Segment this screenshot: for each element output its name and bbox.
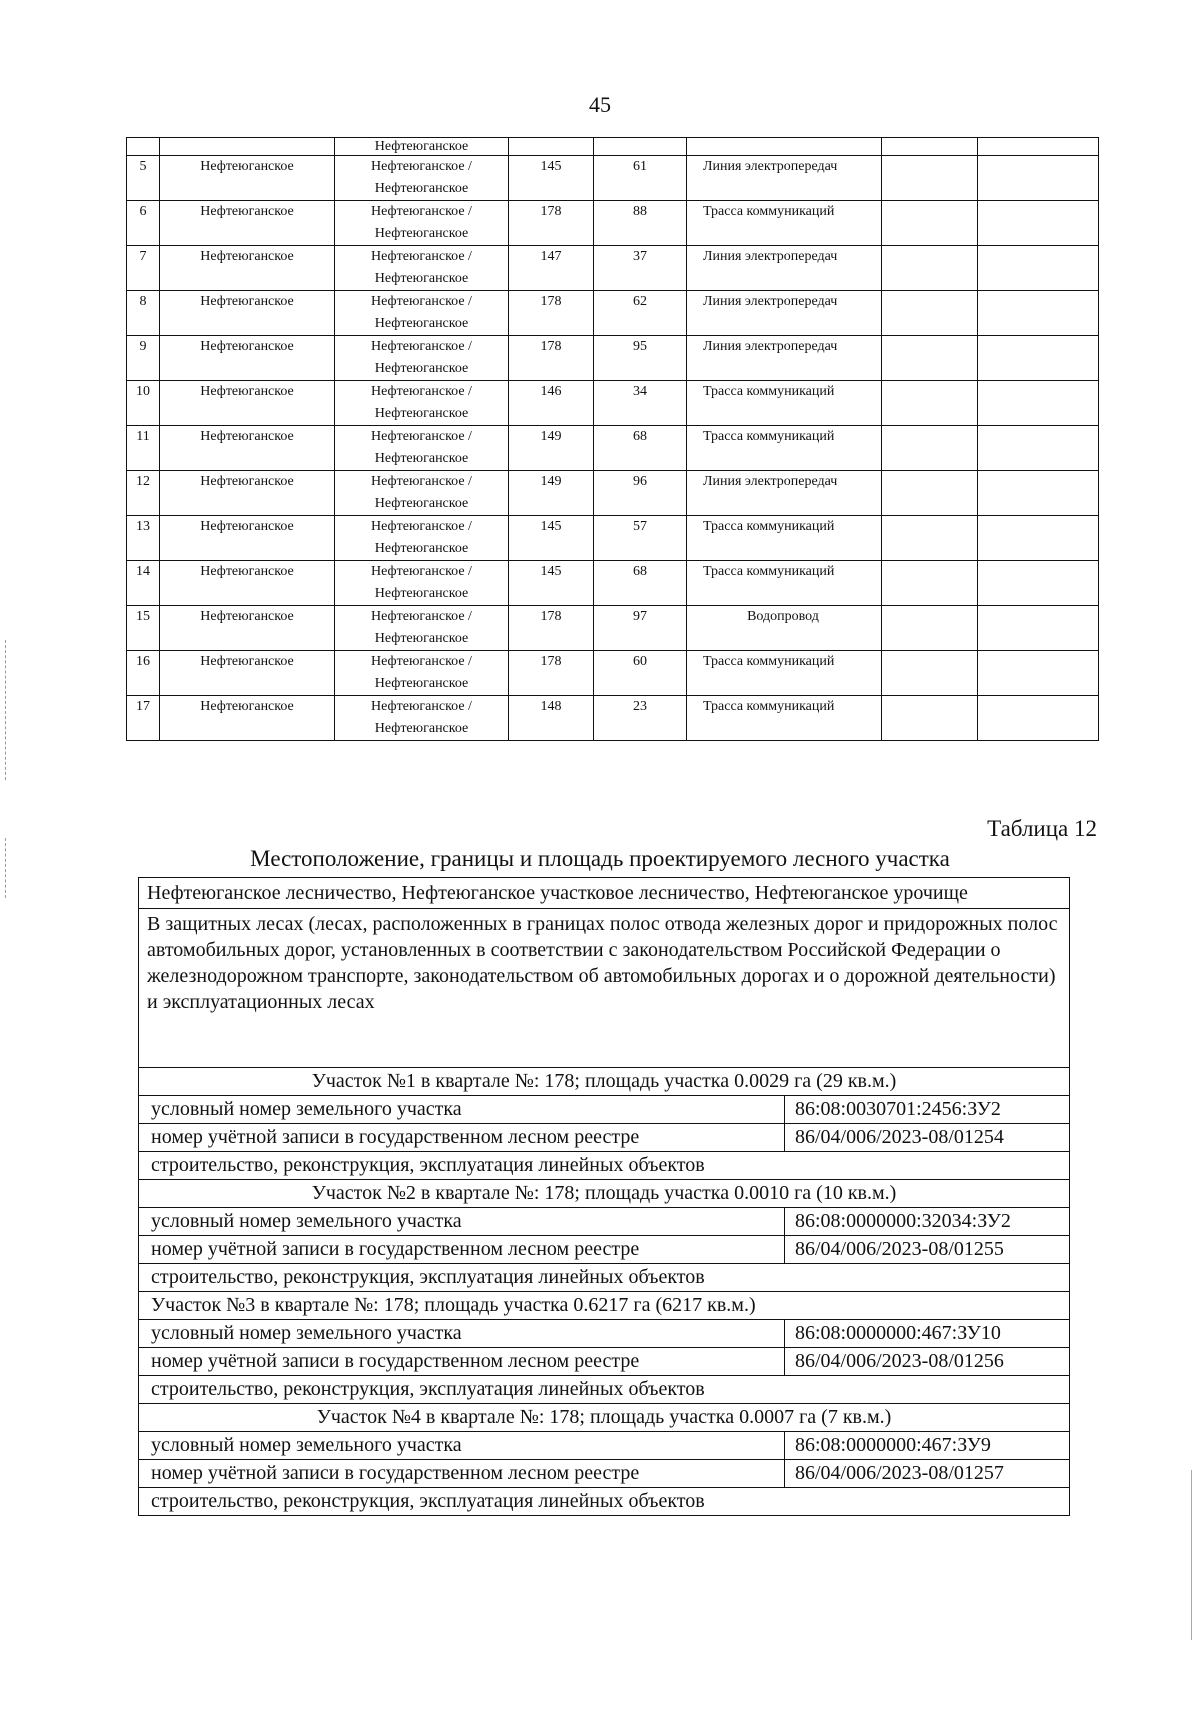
- registry-record-value: 86/04/006/2023-08/01255: [795, 1238, 1004, 1260]
- district-line: Нефтеюганское: [374, 361, 469, 376]
- row-number-cell: 9: [127, 336, 160, 381]
- table-row: [127, 156, 1099, 201]
- registry-record-value: 86/04/006/2023-08/01257: [795, 1462, 1004, 1484]
- registry-record-row: [139, 1460, 1069, 1488]
- quarter-cell: 149: [509, 426, 594, 471]
- table-label: Таблица 12: [987, 816, 1097, 841]
- purpose-cell: Трасса коммуникаций: [687, 426, 882, 471]
- quarter-cell: 178: [509, 651, 594, 696]
- row-number-cell: 5: [127, 156, 160, 201]
- plot-cell: 88: [594, 201, 687, 246]
- table-row: [127, 696, 1099, 741]
- cadastral-number-row: [139, 1096, 1069, 1124]
- cadastral-number-row: [139, 1320, 1069, 1348]
- registry-record-row: [139, 1236, 1069, 1264]
- quarter-cell: 178: [509, 336, 594, 381]
- district-line: Нефтеюганское: [374, 181, 469, 196]
- forestry-cell: Нефтеюганское: [160, 156, 335, 201]
- district-cell: [335, 201, 509, 246]
- district-line: Нефтеюганское /: [371, 249, 472, 264]
- empty-cell: [978, 561, 1099, 606]
- district-cell: [335, 426, 509, 471]
- plot-purpose: строительство, реконструкция, эксплуатация линейных объектов: [139, 1376, 1069, 1404]
- row-number-cell: 16: [127, 651, 160, 696]
- empty-cell: [978, 516, 1099, 561]
- table-row: [127, 138, 1099, 156]
- purpose-cell: Линия электропередач: [687, 246, 882, 291]
- cadastral-number-label: условный номер земельного участка: [139, 1320, 785, 1347]
- empty-cell: [978, 471, 1099, 516]
- cadastral-number-label: условный номер земельного участка: [139, 1432, 785, 1459]
- quarter-cell: 148: [509, 696, 594, 741]
- district-line: Нефтеюганское: [374, 721, 469, 736]
- forestry-cell: Нефтеюганское: [160, 336, 335, 381]
- district-line: Нефтеюганское: [374, 451, 469, 466]
- plot-cell: 62: [594, 291, 687, 336]
- plot-cell: 96: [594, 471, 687, 516]
- plot-cell: 95: [594, 336, 687, 381]
- cadastral-number-value: 86:08:0000000:32034:ЗУ2: [795, 1210, 1011, 1232]
- table-row: [127, 516, 1099, 561]
- forestry-cell: Нефтеюганское: [160, 651, 335, 696]
- district-line: Нефтеюганское /: [371, 699, 472, 714]
- district-cell: [335, 246, 509, 291]
- table-row: [127, 606, 1099, 651]
- row-number-cell: 13: [127, 516, 160, 561]
- forestry-cell: Нефтеюганское: [160, 381, 335, 426]
- row-number-cell: 14: [127, 561, 160, 606]
- district-cell: [335, 381, 509, 426]
- district-cell: [335, 471, 509, 516]
- cadastral-number-value: 86:08:0030701:2456:ЗУ2: [795, 1098, 1001, 1120]
- registry-record-row: [139, 1124, 1069, 1152]
- plot-cell: 37: [594, 246, 687, 291]
- quarter-cell: 178: [509, 291, 594, 336]
- table-row: [127, 246, 1099, 291]
- empty-cell: [882, 606, 978, 651]
- purpose-cell: Трасса коммуникаций: [687, 651, 882, 696]
- registry-record-value: 86/04/006/2023-08/01256: [795, 1350, 1004, 1372]
- plot-purpose: строительство, реконструкция, эксплуатация линейных объектов: [151, 1490, 705, 1512]
- district-cell: [335, 156, 509, 201]
- location-text: Нефтеюганское лесничество, Нефтеюганское участковое лесничество, Нефтеюганское урочище: [139, 878, 1069, 909]
- district-line: Нефтеюганское /: [371, 654, 472, 669]
- purpose-cell: Трасса коммуникаций: [687, 516, 882, 561]
- cadastral-number-label: условный номер земельного участка: [139, 1096, 785, 1123]
- district-line: Нефтеюганское: [374, 586, 469, 601]
- district-line: Нефтеюганское: [374, 271, 469, 286]
- district-cell: [335, 606, 509, 651]
- forestry-cell: Нефтеюганское: [160, 471, 335, 516]
- district-line: Нефтеюганское: [374, 631, 469, 646]
- table-row: [127, 336, 1099, 381]
- district-cell: [335, 651, 509, 696]
- quarter-cell: 146: [509, 381, 594, 426]
- empty-cell: [978, 291, 1099, 336]
- empty-cell: [882, 471, 978, 516]
- district-line: Нефтеюганское: [374, 406, 469, 421]
- registry-record-label: номер учётной записи в государственном лесном реестре: [139, 1460, 785, 1487]
- plot-purpose: строительство, реконструкция, эксплуатация линейных объектов: [139, 1152, 1069, 1180]
- purpose-cell: Линия электропередач: [687, 156, 882, 201]
- empty-cell: [978, 606, 1099, 651]
- empty-cell: [882, 381, 978, 426]
- table-row: [127, 201, 1099, 246]
- table-row: [127, 426, 1099, 471]
- empty-cell: [882, 336, 978, 381]
- district-cell: [335, 291, 509, 336]
- cadastral-number-label: условный номер земельного участка: [139, 1208, 785, 1235]
- row-number-cell: 12: [127, 471, 160, 516]
- district-line: Нефтеюганское: [374, 496, 469, 511]
- scan-edge-mark: [5, 640, 6, 780]
- district-line: Нефтеюганское: [374, 226, 469, 241]
- district-cell: Нефтеюганское: [335, 138, 509, 156]
- plot-cell: 68: [594, 426, 687, 471]
- district-line: Нефтеюганское /: [371, 609, 472, 624]
- quarter-cell: 145: [509, 516, 594, 561]
- district-line: Нефтеюганское: [374, 541, 469, 556]
- purpose-cell: Линия электропередач: [687, 291, 882, 336]
- plot-header: Участок №1 в квартале №: 178; площадь участка 0.0029 га (29 кв.м.): [139, 1068, 1069, 1096]
- scan-edge-mark: [1191, 1470, 1192, 1640]
- empty-cell: [978, 651, 1099, 696]
- row-number-cell: 10: [127, 381, 160, 426]
- row-number-cell: 8: [127, 291, 160, 336]
- row-number-cell: 15: [127, 606, 160, 651]
- forestry-cell: Нефтеюганское: [160, 291, 335, 336]
- empty-cell: [978, 156, 1099, 201]
- empty-cell: [882, 516, 978, 561]
- row-number-cell: 11: [127, 426, 160, 471]
- registry-record-label: номер учётной записи в государственном лесном реестре: [139, 1124, 785, 1151]
- empty-cell: [882, 156, 978, 201]
- plot-header: Участок №2 в квартале №: 178; площадь участка 0.0010 га (10 кв.м.): [139, 1180, 1069, 1208]
- plot-cell: 97: [594, 606, 687, 651]
- table-row: [127, 381, 1099, 426]
- row-number-cell: 6: [127, 201, 160, 246]
- forestry-cell: Нефтеюганское: [160, 696, 335, 741]
- quarter-cell: 178: [509, 606, 594, 651]
- forestry-cell: Нефтеюганское: [160, 426, 335, 471]
- plot-cell: 34: [594, 381, 687, 426]
- cadastral-number-value: 86:08:0000000:467:ЗУ10: [795, 1322, 1001, 1344]
- district-line: Нефтеюганское /: [371, 519, 472, 534]
- empty-cell: [882, 696, 978, 741]
- table-title: Местоположение, границы и площадь проектируемого лесного участка: [250, 846, 950, 871]
- registry-record-value: 86/04/006/2023-08/01254: [795, 1126, 1004, 1148]
- empty-cell: [978, 201, 1099, 246]
- plots-table: [126, 137, 1099, 741]
- district-line: Нефтеюганское: [374, 676, 469, 691]
- row-number-cell: 17: [127, 696, 160, 741]
- district-line: Нефтеюганское /: [371, 474, 472, 489]
- district-cell: [335, 561, 509, 606]
- empty-cell: [978, 381, 1099, 426]
- plot-cell: 68: [594, 561, 687, 606]
- plot-cell: 60: [594, 651, 687, 696]
- empty-cell: [882, 561, 978, 606]
- district-line: Нефтеюганское: [374, 316, 469, 331]
- empty-cell: [978, 336, 1099, 381]
- table-row: [127, 561, 1099, 606]
- empty-cell: [978, 696, 1099, 741]
- purpose-cell: Водопровод: [687, 606, 882, 651]
- quarter-cell: 149: [509, 471, 594, 516]
- table-row: [127, 471, 1099, 516]
- purpose-cell: Линия электропередач: [687, 471, 882, 516]
- district-line: Нефтеюганское /: [371, 339, 472, 354]
- location-table: [138, 877, 1070, 1516]
- purpose-cell: Трасса коммуникаций: [687, 561, 882, 606]
- plot-purpose: строительство, реконструкция, эксплуатация линейных объектов: [139, 1264, 1069, 1292]
- purpose-cell: Трасса коммуникаций: [687, 201, 882, 246]
- forestry-cell: Нефтеюганское: [160, 201, 335, 246]
- purpose-cell: Трасса коммуникаций: [687, 696, 882, 741]
- table-row: [127, 651, 1099, 696]
- quarter-cell: 145: [509, 561, 594, 606]
- empty-cell: [882, 291, 978, 336]
- table-row: [127, 291, 1099, 336]
- district-line: Нефтеюганское /: [371, 204, 472, 219]
- district-cell: [335, 336, 509, 381]
- quarter-cell: 178: [509, 201, 594, 246]
- cadastral-number-value: 86:08:0000000:467:ЗУ9: [795, 1434, 991, 1456]
- empty-cell: [882, 651, 978, 696]
- empty-cell: [978, 426, 1099, 471]
- district-line: Нефтеюганское /: [371, 429, 472, 444]
- empty-cell: [978, 246, 1099, 291]
- registry-record-label: номер учётной записи в государственном лесном реестре: [139, 1236, 785, 1263]
- purpose-cell: Трасса коммуникаций: [687, 381, 882, 426]
- district-line: Нефтеюганское /: [371, 564, 472, 579]
- row-number-cell: 7: [127, 246, 160, 291]
- plot-header: Участок №4 в квартале №: 178; площадь участка 0.0007 га (7 кв.м.): [139, 1404, 1069, 1432]
- quarter-cell: 147: [509, 246, 594, 291]
- district-line: Нефтеюганское /: [371, 294, 472, 309]
- district-cell: [335, 516, 509, 561]
- purpose-cell: Линия электропередач: [687, 336, 882, 381]
- district-line: Нефтеюганское /: [371, 159, 472, 174]
- quarter-cell: 145: [509, 156, 594, 201]
- plot-cell: 61: [594, 156, 687, 201]
- empty-cell: [882, 246, 978, 291]
- forest-category-text: В защитных лесах (лесах, расположенных в границах полос отвода железных дорог и придорожных полос автомобильных дорог, установленных в соответствии с законодательством Российской Федерации о железнодорожном транспорте, законодательством об автомобильных дорогах и о дорожной деятельности) и эксплуатационных лесах: [139, 909, 1069, 1068]
- registry-record-label: номер учётной записи в государственном лесном реестре: [139, 1348, 785, 1375]
- district-cell: [335, 696, 509, 741]
- page-number: 45: [589, 92, 611, 117]
- cadastral-number-row: [139, 1208, 1069, 1236]
- plot-cell: 57: [594, 516, 687, 561]
- empty-cell: [882, 201, 978, 246]
- forestry-cell: Нефтеюганское: [160, 246, 335, 291]
- forestry-cell: Нефтеюганское: [160, 606, 335, 651]
- empty-cell: [882, 426, 978, 471]
- registry-record-row: [139, 1348, 1069, 1376]
- forestry-cell: Нефтеюганское: [160, 561, 335, 606]
- plot-cell: 23: [594, 696, 687, 741]
- forestry-cell: Нефтеюганское: [160, 516, 335, 561]
- district-line: Нефтеюганское /: [371, 384, 472, 399]
- cadastral-number-row: [139, 1432, 1069, 1460]
- plot-header: Участок №3 в квартале №: 178; площадь участка 0.6217 га (6217 кв.м.): [139, 1292, 1069, 1320]
